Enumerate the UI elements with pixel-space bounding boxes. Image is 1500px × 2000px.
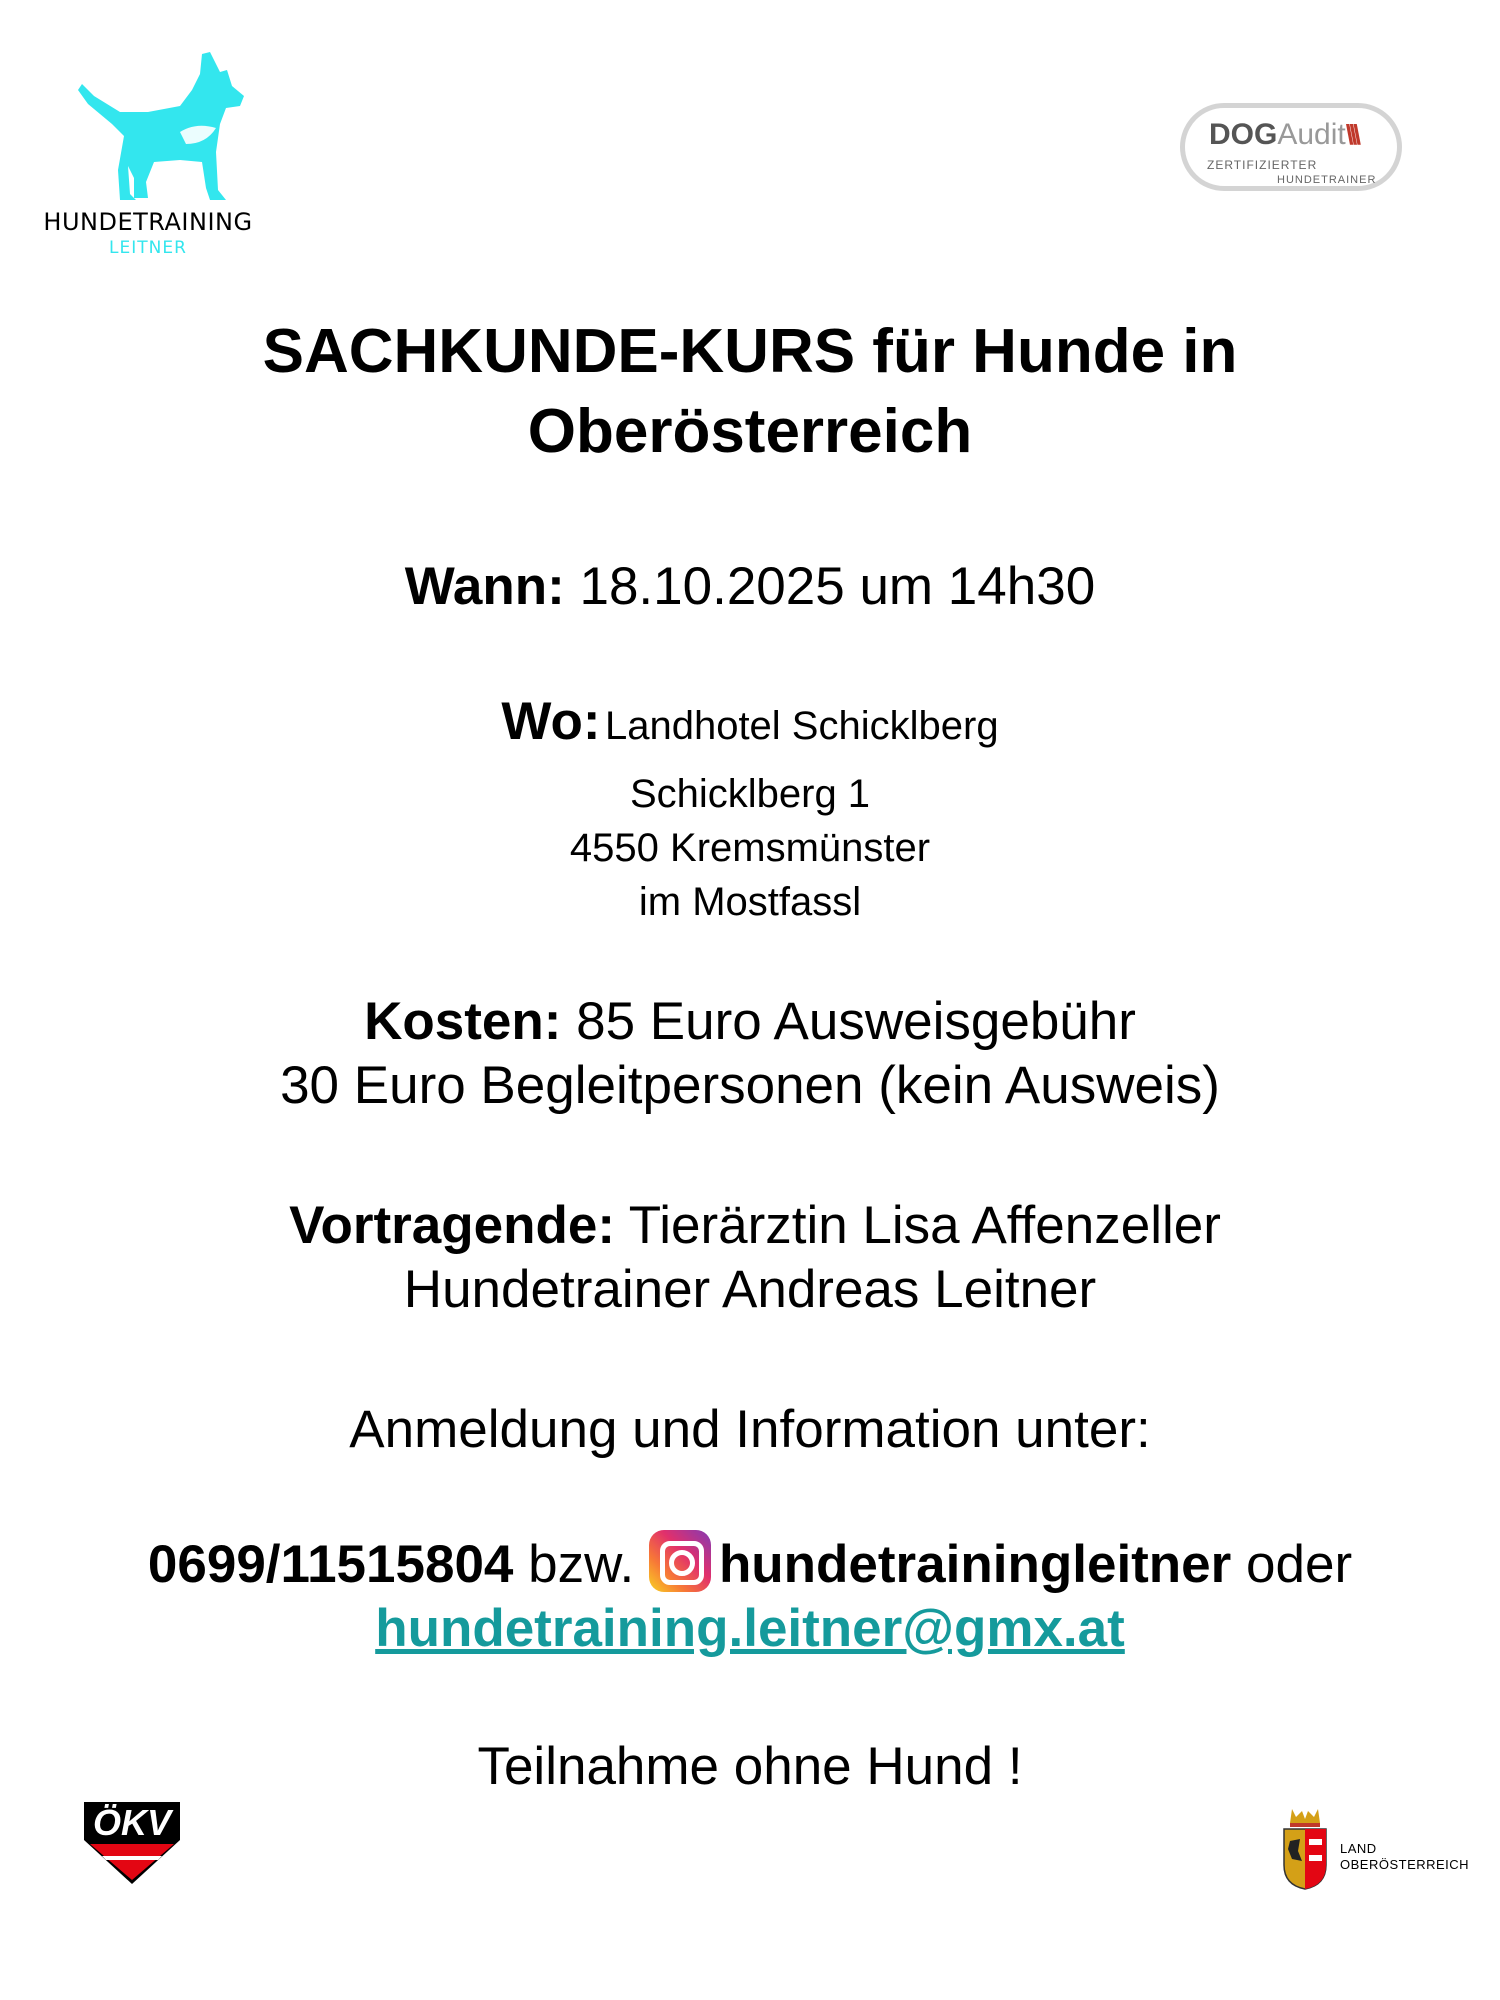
kosten-label: Kosten:	[364, 992, 562, 1051]
wann-section	[0, 555, 1500, 619]
wo-section	[0, 690, 1500, 929]
email-link[interactable]: hundetraining.leitner@gmx.at	[375, 1599, 1125, 1658]
wo-line2: Schicklberg 1	[629, 772, 871, 816]
dogaudit-badge	[1180, 103, 1402, 191]
contact-sep1: bzw.	[528, 1535, 635, 1594]
dogaudit-stripes-icon: \\\	[1345, 119, 1358, 150]
hundetraining-logo-line1: HUNDETRAINING	[43, 208, 253, 236]
kosten-section	[0, 990, 1500, 1118]
title-line2: Oberösterreich	[527, 397, 973, 466]
page-title	[0, 312, 1500, 472]
dog-logo-icon	[30, 40, 270, 210]
land-ooe-logo	[1280, 1805, 1480, 1895]
instagram-handle[interactable]: hundetrainingleitner	[718, 1535, 1232, 1594]
wann-label: Wann:	[404, 557, 565, 616]
wann-value: 18.10.2025 um 14h30	[579, 557, 1096, 616]
wo-line4: im Mostfassl	[638, 880, 862, 924]
wo-label: Wo:	[501, 692, 601, 751]
contact-sep2: oder	[1246, 1535, 1353, 1594]
phone-number[interactable]: 0699/11515804	[147, 1535, 514, 1594]
vortragende-line1: Tierärztin Lisa Affenzeller	[628, 1196, 1221, 1255]
instagram-icon[interactable]	[649, 1530, 711, 1592]
kosten-line2: 30 Euro Begleitpersonen (kein Ausweis)	[280, 1056, 1220, 1115]
ooe-coat-of-arms-icon	[1280, 1805, 1330, 1891]
vortragende-label: Vortragende:	[289, 1196, 615, 1255]
dogaudit-audit: Audit	[1277, 118, 1346, 151]
dogaudit-line1: ZERTIFIZIERTER	[1207, 158, 1318, 172]
teilnahme-text: Teilnahme ohne Hund !	[477, 1737, 1023, 1796]
dogaudit-dog: DOG	[1209, 118, 1278, 151]
title-line1: SACHKUNDE-KURS für Hunde in	[262, 317, 1238, 386]
okv-logo	[82, 1800, 182, 1886]
hundetraining-logo	[30, 40, 270, 260]
land-ooe-line2: OBERÖSTERREICH	[1340, 1857, 1470, 1872]
vortragende-section	[0, 1194, 1500, 1322]
hundetraining-logo-line2: LEITNER	[109, 238, 187, 258]
vortragende-line2: Hundetrainer Andreas Leitner	[403, 1260, 1097, 1319]
dogaudit-line2: HUNDETRAINER	[1277, 174, 1377, 186]
kosten-line1: 85 Euro Ausweisgebühr	[576, 992, 1136, 1051]
land-ooe-line1: LAND	[1340, 1841, 1377, 1856]
contact-section	[0, 1530, 1500, 1661]
wo-line1: Landhotel Schicklberg	[604, 704, 999, 748]
anmeldung-text: Anmeldung und Information unter:	[349, 1400, 1151, 1459]
okv-text: ÖKV	[92, 1802, 171, 1843]
wo-line3: 4550 Kremsmünster	[569, 826, 931, 870]
